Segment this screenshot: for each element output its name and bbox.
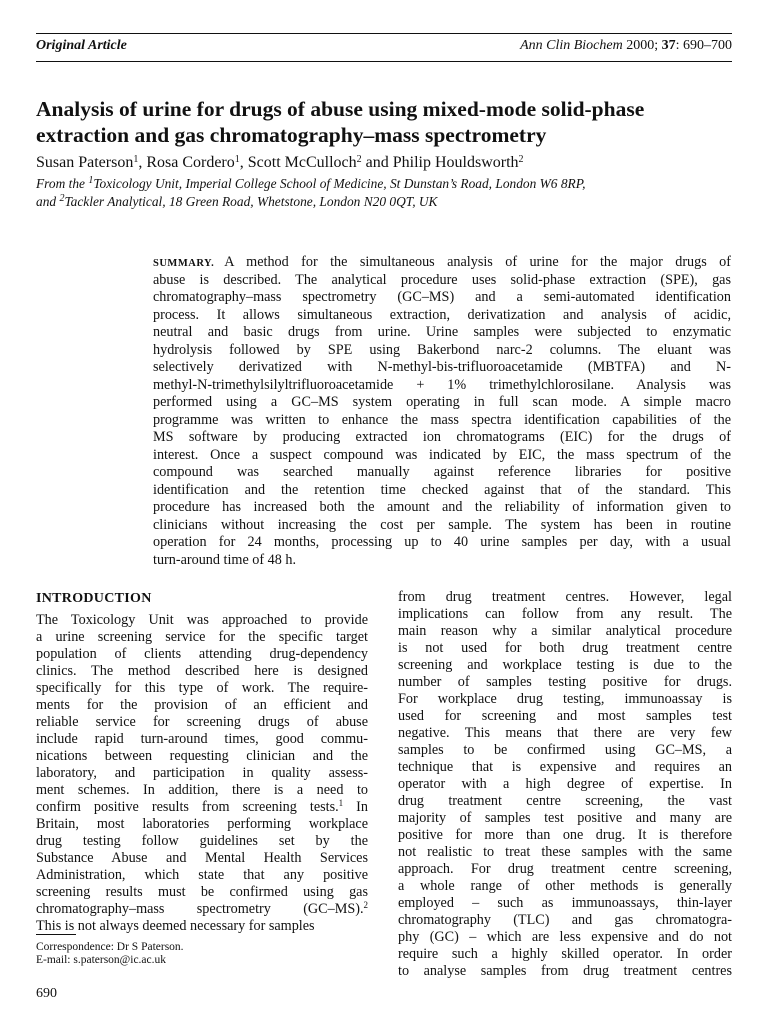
- summary-line: identification and the retention time checked against that of the standard. This: [153, 481, 731, 498]
- body-line: ment schemes. In addition, there is a need to: [36, 782, 368, 798]
- journal-volume: 37: [661, 38, 676, 53]
- body-line: phy (GC) – which are less expensive and do not: [398, 929, 732, 945]
- body-line-text: chromatography–mass spectrometry (GC–MS).: [36, 901, 364, 917]
- body-line: screening and workplace testing is due to the: [398, 657, 732, 673]
- affiliation-text-1: Toxicology Unit, Imperial College School of Medicine, St Dunstan’s Road, London W6 8RP,: [93, 176, 586, 191]
- title-line-1: Analysis of urine for drugs of abuse using mixed-mode solid-phase: [36, 97, 645, 121]
- summary-line: hydrolysis followed by SPE using Bakerbond narc-2 columns. The eluant was: [153, 341, 731, 358]
- body-line: operator with a high degree of expertise. In: [398, 776, 732, 792]
- body-line: samples to be confirmed using GC–MS, a: [398, 742, 732, 758]
- summary-line: selectively derivatized with N-methyl-bis-trifluoroacetamide (MBTFA) and N-: [153, 359, 731, 375]
- correspondence-note: [36, 941, 184, 967]
- summary-line: [153, 254, 731, 272]
- summary-line: MS software by producing extracted ion chromatograms (EIC) for the drugs of: [153, 429, 731, 445]
- affiliation-text-2: Tackler Analytical, 18 Green Road, Whetstone, London N20 0QT, UK: [64, 194, 438, 209]
- body-line: laboratory, and participation in quality assess-: [36, 765, 368, 781]
- footnote-rule: [36, 934, 76, 935]
- body-line: a whole range of other methods is generally: [398, 878, 732, 894]
- author-3: , Scott McCulloch: [239, 154, 357, 171]
- body-line: screening results must be confirmed using gas: [36, 884, 368, 900]
- author-2: , Rosa Cordero: [138, 154, 235, 171]
- affiliation-prefix: From the: [36, 176, 89, 191]
- summary-line-text: A method for the simultaneous analysis of urine for the major drugs of: [224, 254, 731, 270]
- body-line: number of samples testing positive for drugs.: [398, 674, 732, 690]
- affiliation-line-1: [36, 175, 736, 193]
- summary-abstract: [153, 254, 731, 569]
- author-4: and Philip Houldsworth: [361, 154, 519, 171]
- body-line: clinics. The method described here is designed: [36, 663, 368, 679]
- body-line: Britain, most laboratories performing workplace: [36, 816, 368, 832]
- summary-line: performed using a GC–MS system operating in full scan mode. A simple macro: [153, 394, 731, 410]
- body-line: from drug treatment centres. However, legal: [398, 589, 732, 605]
- body-line: is not used for both drug treatment centre: [398, 640, 732, 656]
- body-line: reliable service for screening drugs of abuse: [36, 714, 368, 730]
- body-line-with-ref: [36, 799, 368, 816]
- body-line: nications between requesting clinician and the: [36, 748, 368, 764]
- summary-line: methyl-N-trimethylsilyltrifluoroacetamide + 1% trimethylchlorosilane. Analysis was: [153, 376, 731, 393]
- right-column: [398, 589, 732, 980]
- reference-marker-2: 2: [363, 901, 368, 910]
- summary-line: abuse is described. The analytical procedure uses solid-phase extraction (SPE), gas: [153, 271, 731, 288]
- summary-line: neutral and basic drugs from urine. Urine samples were subjected to enzymatic: [153, 324, 731, 340]
- page-number: 690: [36, 986, 57, 1001]
- body-line: This is not always deemed necessary for samples: [36, 918, 315, 934]
- body-line-with-ref: [36, 901, 368, 918]
- journal-pages: : 690–700: [675, 38, 732, 53]
- summary-line: process. It allows simultaneous extraction, derivatization and analysis of acidic,: [153, 306, 731, 323]
- body-line-tail: In: [343, 799, 368, 815]
- body-line: The Toxicology Unit was approached to provide: [36, 612, 368, 628]
- body-line: employed – such as immunoassays, thin-layer: [398, 895, 732, 911]
- summary-line: programme was written to enhance the mass spectra identification capabilities of the: [153, 411, 731, 428]
- body-line: Administration, which state that any positive: [36, 867, 368, 883]
- running-head: [36, 38, 732, 56]
- summary-line: compound was searched manually against reference libraries for positive: [153, 464, 731, 480]
- summary-line: operation for 24 months, processing up to 40 urine samples per day, with a usual: [153, 534, 731, 550]
- body-line: implications can follow from any result. The: [398, 606, 732, 622]
- body-line: ments for the provision of an efficient and: [36, 697, 368, 713]
- journal-name: Ann Clin Biochem: [520, 38, 623, 53]
- summary-line: procedure has increased both the amount and the reliability of information given to: [153, 499, 731, 515]
- correspondence-email: E-mail: s.paterson@ic.ac.uk: [36, 954, 167, 966]
- title-line-2: extraction and gas chromatography–mass spectrometry: [36, 123, 547, 147]
- body-line: drug treatment centre screening, the vast: [398, 793, 732, 809]
- affiliation-marker-1: 1: [88, 175, 94, 186]
- body-line: positive for more than one drug. It is therefore: [398, 827, 732, 843]
- body-line: to analyse samples from drug treatment centres: [398, 963, 732, 979]
- affiliation-line-2: [36, 193, 736, 211]
- journal-citation: [520, 38, 732, 54]
- correspondence-name: Correspondence: Dr S Paterson.: [36, 941, 184, 953]
- author-1: Susan Paterson: [36, 154, 134, 171]
- article-type: Original Article: [36, 38, 127, 53]
- journal-year: 2000;: [626, 38, 659, 53]
- author-4-affil: 2: [518, 154, 524, 165]
- body-line: main reason why a similar analytical procedure: [398, 623, 732, 639]
- author-3-affil: 2: [356, 154, 362, 165]
- body-line: a urine screening service for the specific target: [36, 629, 368, 645]
- body-line: used for screening and most samples test: [398, 708, 732, 724]
- author-2-affil: 1: [234, 154, 240, 165]
- left-column: [36, 590, 368, 935]
- section-heading-introduction: INTRODUCTION: [36, 591, 152, 606]
- body-line-text: confirm positive results from screening tests.: [36, 799, 339, 815]
- affiliation-prefix-2: and: [36, 194, 60, 209]
- author-1-affil: 1: [133, 154, 139, 165]
- article-title: [36, 96, 736, 148]
- body-line: negative. This means that there are very few: [398, 725, 732, 741]
- summary-label: SUMMARY.: [153, 258, 215, 269]
- header-rule: [36, 61, 732, 62]
- summary-line: turn-around time of 48 h.: [153, 551, 297, 568]
- affiliations: [36, 175, 736, 211]
- body-line: For workplace drug testing, immunoassay is: [398, 691, 732, 707]
- body-line: include rapid turn-around times, good commu-: [36, 731, 368, 747]
- body-line: Substance Abuse and Mental Health Services: [36, 850, 368, 866]
- body-line: technique that is expensive and requires an: [398, 759, 732, 775]
- author-list: [36, 153, 524, 173]
- body-line: majority of samples test positive and many are: [398, 810, 732, 826]
- summary-line: clinicians without increasing the cost per sample. The system has been in routine: [153, 516, 731, 533]
- body-line: require such a highly skilled operator. In order: [398, 946, 732, 962]
- reference-marker-1: 1: [338, 799, 344, 808]
- body-line: not realistic to treat these samples with the same: [398, 844, 732, 860]
- top-rule: [36, 33, 732, 34]
- body-line: specifically for this type of work. The require-: [36, 680, 368, 696]
- summary-line: chromatography–mass spectrometry (GC–MS) and a semi-automated identification: [153, 289, 731, 305]
- summary-line: interest. Once a suspect compound was indicated by EIC, the mass spectrum of the: [153, 446, 731, 463]
- body-line: approach. For drug treatment centre screening,: [398, 861, 732, 877]
- affiliation-marker-2: 2: [59, 193, 65, 204]
- body-line: drug testing follow guidelines set by the: [36, 833, 368, 849]
- body-line: chromatography (TLC) and gas chromatogra-: [398, 912, 732, 928]
- body-line: population of clients attending drug-dependency: [36, 646, 368, 662]
